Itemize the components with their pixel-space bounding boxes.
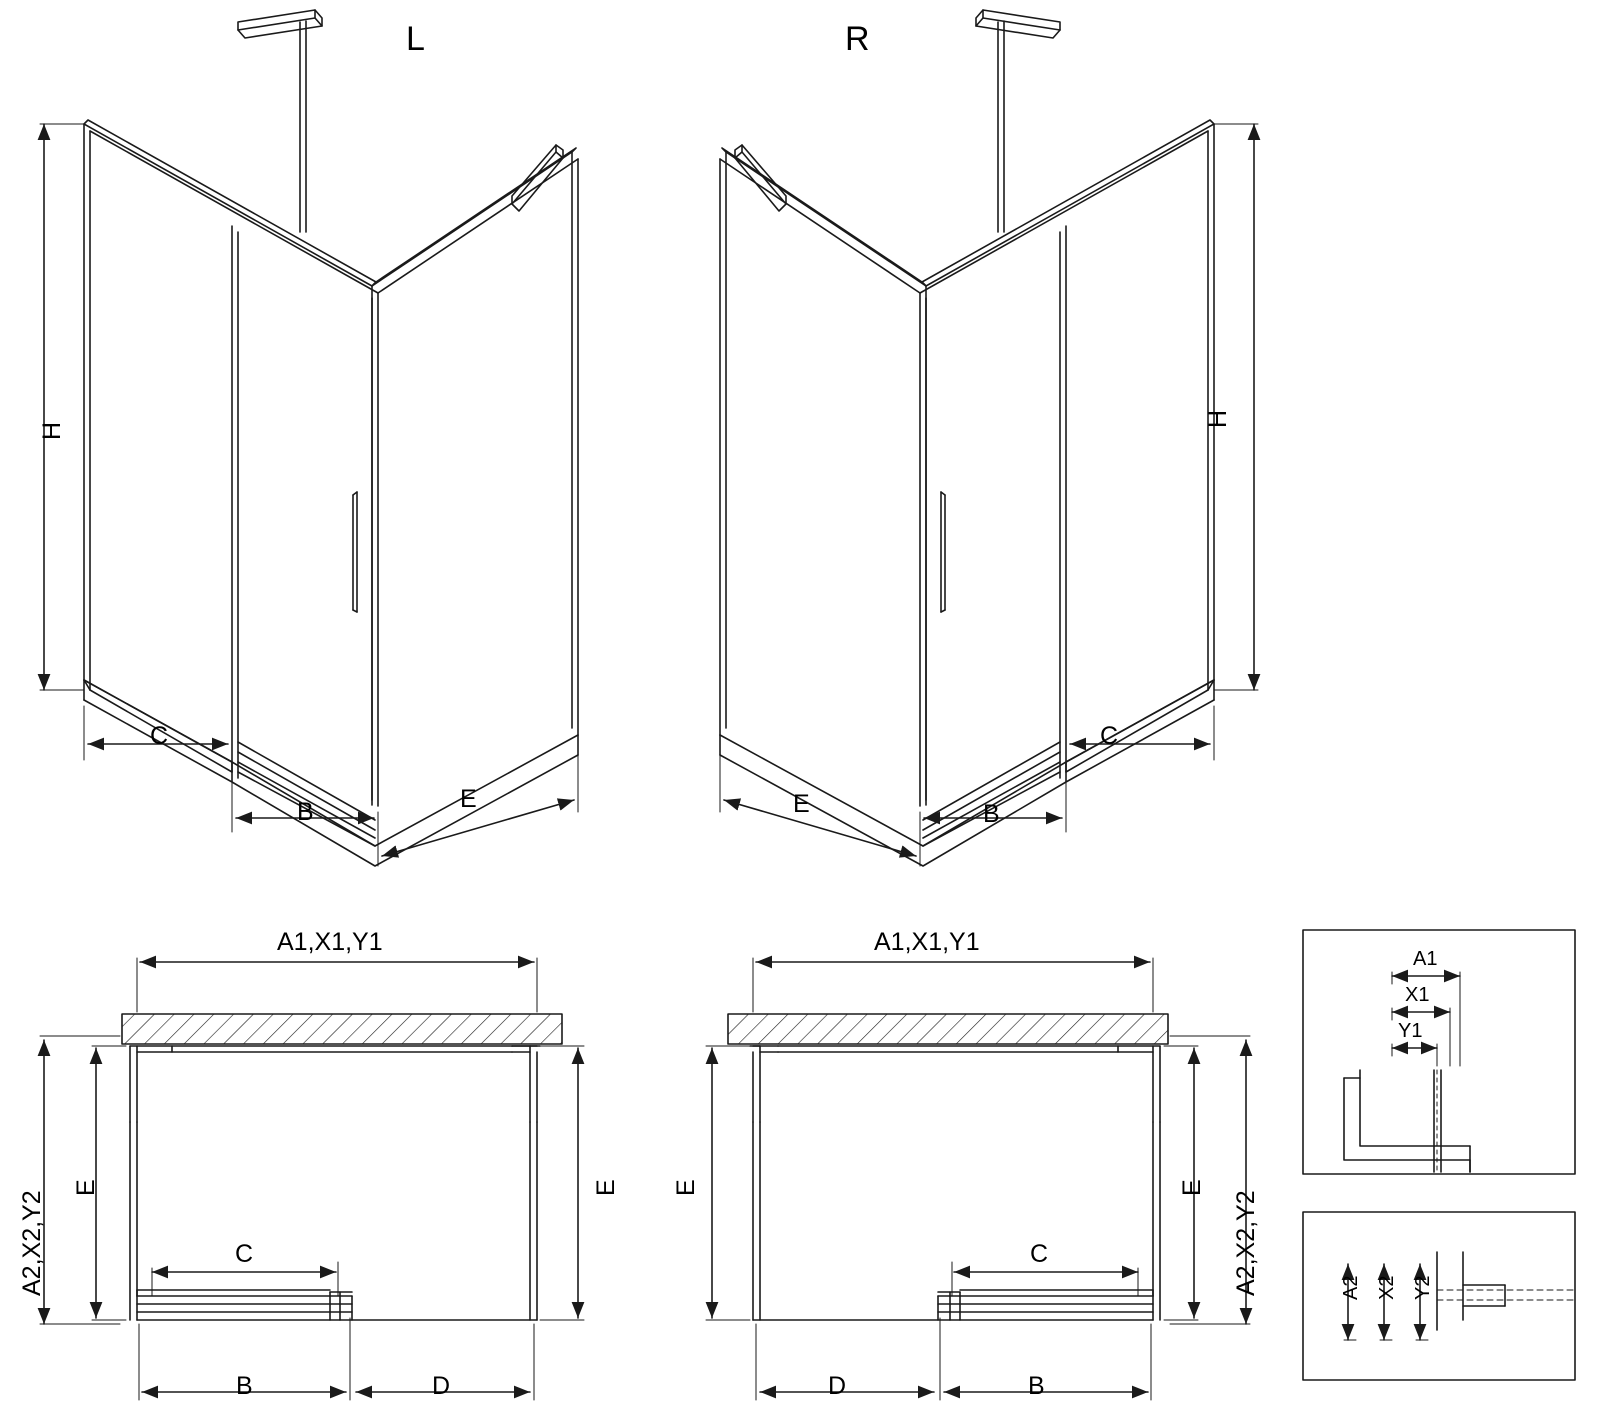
iso-view-right [720,10,1258,866]
variant-label-right: R [845,20,870,58]
plan-left-outer-dim: A2,X2,Y2 [18,1190,46,1296]
iso-left-e-label: E [460,785,477,813]
iso-right-e-label: E [793,790,810,818]
plan-left-b-label: B [236,1372,253,1400]
detail-bottom-dim-x2: X2 [1376,1275,1398,1300]
plan-left-d-label: D [432,1372,451,1400]
iso-right-c-label: C [1100,722,1119,750]
iso-view-left [40,10,578,866]
detail-bottom-dim-a2: A2 [1340,1275,1362,1300]
iso-right-height-label: H [1204,409,1232,428]
detail-top-dim-y1: Y1 [1398,1020,1423,1042]
plan-left-top-dim: A1,X1,Y1 [277,928,383,956]
iso-left-c-label: C [150,722,169,750]
plan-left-right-dim: E [592,1179,620,1196]
plan-right-inner-dim: E [1178,1179,1206,1196]
iso-right-b-label: B [983,800,1000,828]
plan-view-right [706,958,1250,1400]
plan-right-outer-dim: A2,X2,Y2 [1232,1190,1260,1296]
plan-left-c-label: C [235,1240,254,1268]
variant-label-left: L [406,20,425,58]
iso-left-b-label: B [297,798,314,826]
plan-right-top-dim: A1,X1,Y1 [874,928,980,956]
plan-view-left [40,958,584,1400]
plan-right-c-label: C [1030,1240,1049,1268]
iso-left-height-label: H [38,421,66,440]
plan-left-inner-dim: E [72,1179,100,1196]
plan-right-b-label: B [1028,1372,1045,1400]
detail-bottom-dim-y2: Y2 [1412,1275,1434,1300]
plan-right-left-dim: E [672,1179,700,1196]
plan-right-d-label: D [828,1372,847,1400]
detail-top-dim-x1: X1 [1405,984,1430,1006]
detail-top-dim-a1: A1 [1413,948,1438,970]
detail-view-top [1303,930,1575,1174]
